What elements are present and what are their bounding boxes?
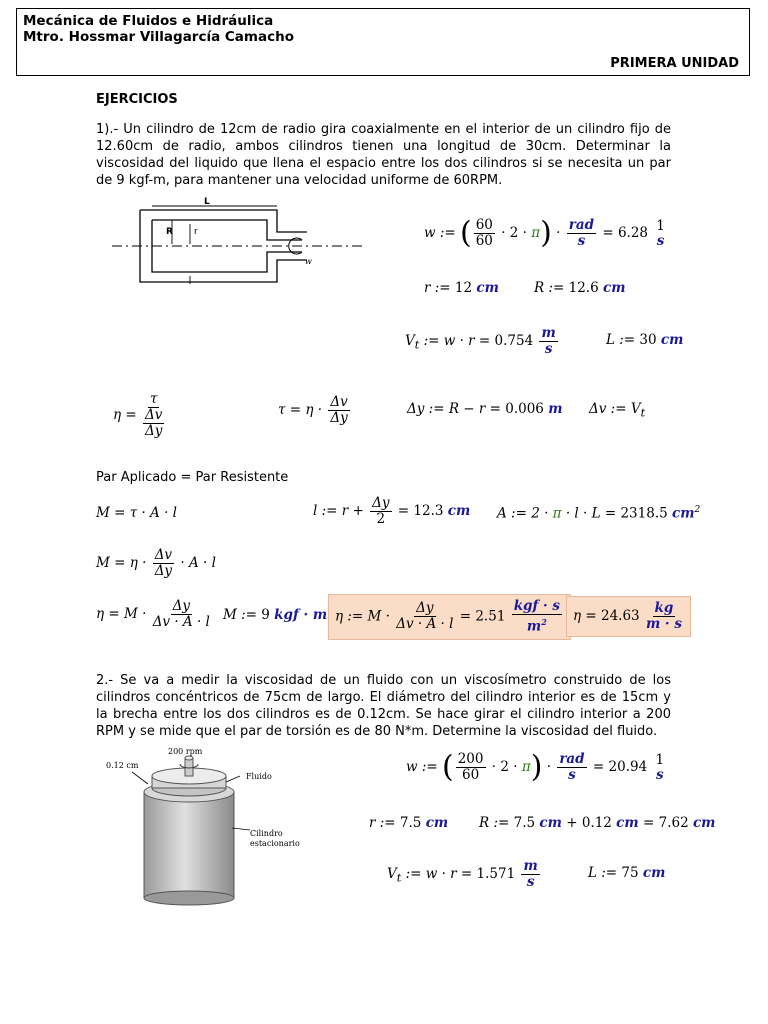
eq1-l: l := r + $\frac{\Delta y}{2}$ = 12.3 cm xyxy=(313,495,471,527)
diagram-label-R: R xyxy=(166,227,173,237)
exercise2-statement: 2.- Se va a medir la viscosidad de un fluido con un viscosímetro construido de los cilindros concéntricos de 75cm de largo. El diámetro del cilindro interior es de 15cm y la brecha entre los dos cilindros es de 0.12cm. Se hace girar el cilindro interior a 200 RPM y se mide que el par de torsión es de 80 N*m. Determine la viscosidad del fluido. xyxy=(96,673,671,739)
diagram-label-rpm: 200 rpm xyxy=(168,747,203,756)
eq2-w: w := ( $\frac{200}{60}$ · 2 · π) · $\frac{\text{rad}}{s}$ = 20.94 1 s xyxy=(406,749,665,785)
par-text: Par Aplicado = Par Resistente xyxy=(96,470,289,485)
eq1-R: R := 12.6 cm xyxy=(534,280,626,296)
section-title: EJERCICIOS xyxy=(96,92,178,107)
diagram-label-L: L xyxy=(204,197,210,207)
diagram-label-fluid: Fluido xyxy=(246,772,272,781)
diagram-label-cyl1: Cilindro xyxy=(250,829,283,838)
diagram-label-gap: 0.12 cm xyxy=(106,761,139,770)
eq1-r: r := 12 cm xyxy=(424,280,499,296)
eq2-vt: $V_t$ := w · r = 1.571 $\frac{m}{s}$ xyxy=(387,858,538,890)
eq1-L: L := 30 cm xyxy=(606,332,684,348)
teacher-name: Mtro. Hossmar Villagarcía Camacho xyxy=(23,29,294,45)
coaxial-cylinder-diagram xyxy=(112,194,367,290)
eq1-eta-result1: η := M · $\frac{\Delta y}{\Delta v \cdot A \cdot l}$ = 2.51 $\frac{\text{kgf · s}}{m^2}$ xyxy=(328,594,571,640)
eq1-eta-result2: η = 24.63 $\frac{kg}{m \cdot s}$ xyxy=(566,596,691,637)
eq1-w: w := ( $\frac{60}{60}$ · 2 · π) · $\frac{\text{rad}}{s}$ = 6.28 1 s xyxy=(424,215,665,251)
eq2-L: L := 75 cm xyxy=(588,865,666,881)
eq2-R: R := 7.5 cm + 0.12 cm = 7.62 cm xyxy=(479,815,716,831)
eq1-eta-formula: η = M · $\frac{\Delta y}{\Delta v \cdot A \cdot l}$ xyxy=(96,598,210,630)
exercise1-statement: 1).- Un cilindro de 12cm de radio gira coaxialmente en el interior de un cilindro fijo de 12.60cm de radio, ambos cilindros tienen una longitud de 30cm. Determinar la viscosidad del liquido que llena el espacio entre los dos cilindros si se necesita un par de 9 kgf-m, para mantener una velocidad uniforme de 60RPM. xyxy=(96,122,671,188)
course-title: Mecánica de Fluidos e Hidráulica xyxy=(23,13,274,29)
eq2-r: r := 7.5 cm xyxy=(369,815,449,831)
eq1-eta-def: η = $\frac{\tau}{\frac{\Delta v}{\Delta y}}$ xyxy=(113,391,163,439)
viscometer-diagram xyxy=(100,744,310,906)
eq1-M-def: M = τ · A · l xyxy=(96,505,177,521)
eq1-vt: $V_t$ := w · r = 0.754 $\frac{m}{s}$ xyxy=(405,325,556,357)
eq1-tau-def: τ = η · $\frac{\Delta v}{\Delta y}$ xyxy=(278,394,348,426)
unit-label: PRIMERA UNIDAD xyxy=(610,56,739,71)
diagram-label-cyl2: estacionario xyxy=(250,839,300,848)
diagram-label-w: w xyxy=(305,257,312,266)
eq1-w-result: 6.28 xyxy=(617,225,648,241)
diagram-label-r: r xyxy=(194,227,198,237)
document-header xyxy=(16,8,750,76)
eq1-M: M := 9 kgf · m xyxy=(223,607,328,623)
eq1-M-eta: M = η · $\frac{\Delta v}{\Delta y}$ · A · l xyxy=(96,547,216,579)
eq1-dy: Δy := R − r = 0.006 m xyxy=(407,401,563,417)
eq1-dv: Δv := $V_t$ xyxy=(589,401,646,420)
eq1-A: A := 2 · π · l · L = 2318.5 $cm^2$ xyxy=(497,505,701,522)
